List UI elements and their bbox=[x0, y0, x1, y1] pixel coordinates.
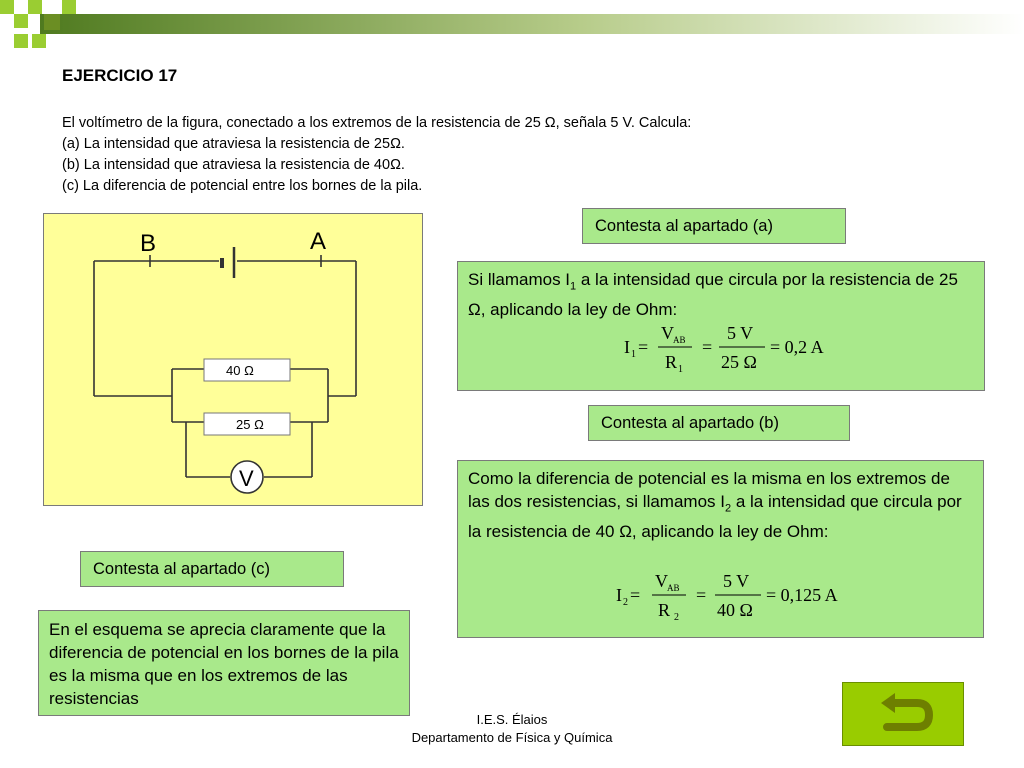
svg-text:=: = bbox=[702, 337, 713, 357]
part-b-label-box bbox=[588, 405, 850, 441]
footer-department: Departamento de Física y Química bbox=[411, 730, 613, 745]
svg-text:=: = bbox=[630, 585, 641, 605]
svg-text:R: R bbox=[665, 352, 678, 372]
svg-text:5 V: 5 V bbox=[727, 323, 754, 343]
svg-text:2: 2 bbox=[674, 612, 679, 623]
svg-text:= 0,125 A: = 0,125 A bbox=[766, 585, 838, 605]
resistor-40-label: 40 Ω bbox=[226, 363, 254, 378]
svg-text:25 Ω: 25 Ω bbox=[721, 352, 757, 372]
svg-text:AB: AB bbox=[667, 583, 680, 593]
svg-text:=: = bbox=[696, 585, 707, 605]
svg-text:=: = bbox=[638, 337, 649, 357]
part-a-label: Contesta al apartado (a) bbox=[595, 216, 773, 235]
part-a-label-box bbox=[582, 208, 846, 244]
svg-text:5 V: 5 V bbox=[723, 571, 750, 591]
svg-text:40 Ω: 40 Ω bbox=[717, 600, 753, 620]
svg-text:= 0,2 A: = 0,2 A bbox=[770, 337, 824, 357]
footer-school: I.E.S. Élaios bbox=[476, 712, 548, 727]
statement-line: (b) La intensidad que atraviesa la resistencia de 40Ω. bbox=[62, 157, 405, 173]
part-a-formula bbox=[620, 320, 850, 380]
part-c-label-box bbox=[80, 551, 344, 587]
svg-text:1: 1 bbox=[678, 364, 683, 375]
svg-text:2: 2 bbox=[623, 597, 628, 608]
part-a-text: Si llamamos $I_1$ a la intensidad que circula por la resistencia de 25 Ω, aplicando la ley de Ohm: bbox=[468, 270, 958, 320]
svg-text:V: V bbox=[655, 571, 668, 591]
svg-text:I: I bbox=[624, 337, 630, 357]
statement-line: (a) La intensidad que atraviesa la resistencia de 25Ω. bbox=[62, 136, 405, 152]
return-button[interactable] bbox=[842, 682, 964, 746]
exercise-title: EJERCICIO 17 bbox=[62, 66, 178, 85]
statement-line: (c) La diferencia de potencial entre los bornes de la pila. bbox=[62, 178, 423, 194]
voltmeter-label: V bbox=[239, 466, 254, 491]
svg-text:R: R bbox=[658, 600, 671, 620]
svg-text:AB: AB bbox=[673, 335, 686, 345]
part-c-text: En el esquema se aprecia claramente que la diferencia de potencial en los bornes de la pila es la misma que en los extremos de las resistencias bbox=[49, 620, 399, 708]
circuit-diagram bbox=[43, 213, 423, 506]
part-b-label: Contesta al apartado (b) bbox=[601, 413, 779, 432]
return-arrow-icon bbox=[843, 683, 963, 745]
resistor-25-label: 25 Ω bbox=[236, 417, 264, 432]
part-b-text: Como la diferencia de potencial es la misma en los extremos de las dos resistencias, si llamamos $I_2$ a la intensidad que circula por la resistencia de 40 Ω, aplicando la ley de Ohm: bbox=[468, 469, 962, 542]
circuit-drawing bbox=[44, 214, 422, 505]
part-c-label: Contesta al apartado (c) bbox=[93, 559, 271, 578]
part-b-formula bbox=[612, 568, 862, 628]
exercise-statement bbox=[62, 113, 691, 197]
header-banner bbox=[0, 0, 1024, 50]
svg-text:V: V bbox=[661, 323, 674, 343]
svg-text:1: 1 bbox=[631, 349, 636, 360]
svg-text:I: I bbox=[616, 585, 622, 605]
terminal-b-label: B bbox=[140, 230, 157, 257]
part-c-answer-box bbox=[38, 610, 410, 716]
terminal-a-label: A bbox=[310, 228, 327, 255]
statement-line: El voltímetro de la figura, conectado a los extremos de la resistencia de 25 Ω, señala 5 V. Calcula: bbox=[62, 115, 692, 131]
